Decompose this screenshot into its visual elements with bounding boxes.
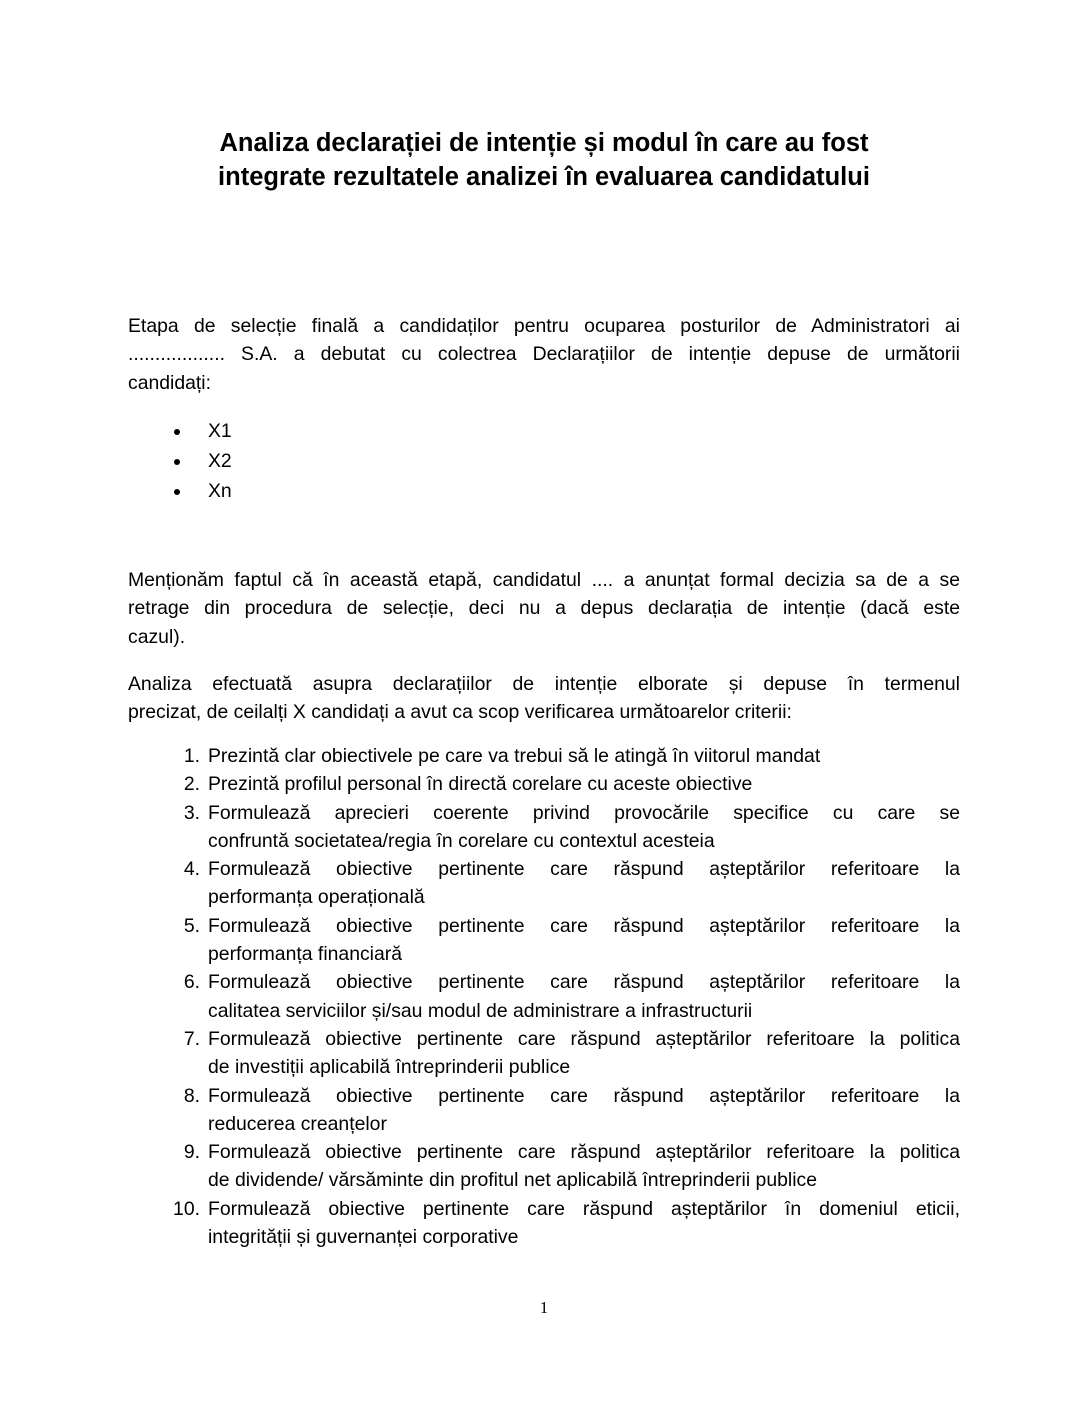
withdrawal-line: Menționăm faptul că în această etapă, candidatul .... a anunțat formal decizia sa de a se: [128, 569, 960, 591]
page-number: 1: [539, 1298, 549, 1317]
criterion-number: 7.: [183, 1027, 200, 1050]
criterion-number: 3.: [183, 801, 200, 824]
criteria-list: [128, 742, 960, 1251]
title-line-1: Analiza declarației de intenție și modul în care au fost: [219, 129, 869, 157]
criterion-line: Formulează obiective pertinente care răspund așteptărilor în domeniul eticii,: [208, 1197, 960, 1220]
candidate-item: [128, 476, 528, 506]
criterion-line: calitatea serviciilor și/sau modul de administrare a infrastructurii: [208, 999, 753, 1022]
criterion-line: Formulează obiective pertinente care răspund așteptărilor referitoare la: [208, 858, 960, 881]
analysis-paragraph: [128, 670, 960, 727]
criterion-text: [208, 1195, 960, 1252]
criterion-item: [128, 799, 960, 856]
criterion-text: [208, 799, 960, 856]
criterion-number: 6.: [183, 971, 200, 994]
criterion-number: 5.: [183, 914, 200, 937]
criterion-line: Prezintă clar obiectivele pe care va trebui să le atingă în viitorul mandat: [208, 745, 821, 767]
criterion-line: Formulează obiective pertinente care răspund așteptărilor referitoare la: [208, 914, 960, 937]
criterion-number: 4.: [183, 858, 200, 881]
criterion-text: [208, 742, 960, 770]
criterion-item: [128, 1025, 960, 1082]
criterion-line: reducerea creanțelor: [208, 1112, 387, 1135]
bullet-icon: [174, 429, 180, 435]
criterion-number: 10.: [173, 1197, 200, 1220]
criterion-item: [128, 912, 960, 969]
criterion-line: Prezintă profilul personal în directă corelare cu aceste obiective: [208, 773, 753, 796]
bullet-icon: [174, 459, 180, 465]
criterion-item: [128, 770, 960, 798]
intro-line: candidați:: [128, 371, 212, 394]
intro-paragraph: [128, 312, 960, 397]
candidate-name: Xn: [208, 480, 232, 502]
criterion-number: 8.: [183, 1084, 200, 1107]
intro-line: Etapa de selecție finală a candidaților pentru ocuparea posturilor de Administratori ai: [128, 315, 960, 337]
criterion-text: [208, 770, 960, 798]
criterion-line: Formulează obiective pertinente care răspund așteptărilor referitoare la politica: [208, 1027, 960, 1050]
criterion-item: [128, 742, 960, 770]
criterion-text: [208, 1082, 960, 1139]
criterion-item: [128, 968, 960, 1025]
criterion-number: 2.: [183, 773, 200, 796]
criterion-number: 9.: [183, 1141, 200, 1164]
candidate-name: X2: [208, 450, 232, 472]
document-title: [150, 126, 938, 194]
withdrawal-paragraph: [128, 566, 960, 651]
criterion-text: [208, 1138, 960, 1195]
criterion-text: [208, 855, 960, 912]
criterion-line: Formulează obiective pertinente care răspund așteptărilor referitoare la: [208, 971, 960, 994]
criterion-line: performanța financiară: [208, 943, 403, 966]
criterion-line: Formulează aprecieri coerente privind provocările specifice cu care se: [208, 801, 960, 824]
candidate-list: [128, 416, 528, 506]
criterion-line: Formulează obiective pertinente care răspund așteptărilor referitoare la politica: [208, 1141, 960, 1164]
title-line-2: integrate rezultatele analizei în evaluarea candidatului: [218, 163, 870, 191]
criterion-number: 1.: [183, 745, 200, 767]
candidate-name: X1: [208, 420, 232, 442]
criterion-line: confruntă societatea/regia în corelare cu contextul acesteia: [208, 829, 715, 852]
criterion-line: de dividende/ vărsăminte din profitul net aplicabilă întreprinderii publice: [208, 1169, 818, 1192]
withdrawal-line: cazul).: [128, 625, 186, 648]
criterion-line: Formulează obiective pertinente care răspund așteptărilor referitoare la: [208, 1084, 960, 1107]
candidate-item: [128, 416, 528, 446]
intro-line: .................. S.A. a debutat cu colectrea Declarațiilor de intenție depuse de următorii: [128, 343, 960, 366]
criterion-text: [208, 968, 960, 1025]
criterion-item: [128, 855, 960, 912]
criterion-text: [208, 1025, 960, 1082]
criterion-line: integrității și guvernanței corporative: [208, 1226, 519, 1249]
criterion-item: [128, 1082, 960, 1139]
bullet-icon: [174, 489, 180, 495]
criterion-line: performanța operațională: [208, 886, 425, 909]
withdrawal-line: retrage din procedura de selecție, deci nu a depus declarația de intenție (dacă este: [128, 597, 960, 620]
criterion-item: [128, 1195, 960, 1252]
criterion-line: de investiții aplicabilă întreprinderii publice: [208, 1056, 571, 1079]
analysis-line: Analiza efectuată asupra declarațiilor de intenție elborate și depuse în termenul: [128, 673, 960, 695]
candidate-item: [128, 446, 528, 476]
criterion-text: [208, 912, 960, 969]
criterion-item: [128, 1138, 960, 1195]
analysis-line: precizat, de ceilalți X candidați a avut ca scop verificarea următoarelor criterii:: [128, 701, 792, 724]
